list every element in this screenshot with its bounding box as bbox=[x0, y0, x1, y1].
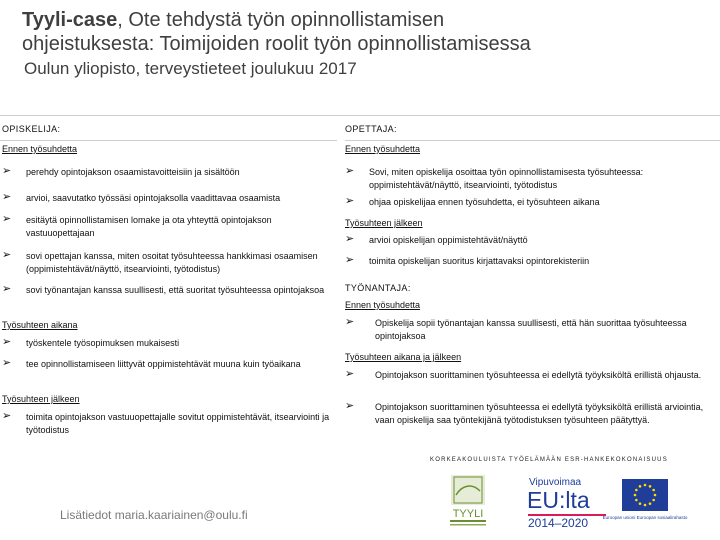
student-before-item: ➢ sovi työnantajan kanssa suullisesti, että suoritat työsuhteessa opintojaksoa bbox=[2, 283, 325, 295]
employer-during-heading: Työsuhteen aikana ja jälkeen bbox=[345, 352, 462, 362]
student-after-item: ➢ toimita opintojakson vastuuopettajalle sovitut oppimistehtävät, itsearviointi ja työtodistus bbox=[2, 410, 330, 435]
eu-star-icon bbox=[635, 499, 638, 502]
teacher-before-item: ➢ ohjaa opiskelijaa ennen työsuhdetta, ei työsuhteen aikana bbox=[345, 195, 600, 207]
arrow-bullet-icon: ➢ bbox=[345, 233, 355, 245]
eu-star-icon bbox=[654, 494, 657, 497]
employer-before-heading: Ennen työsuhdetta bbox=[345, 300, 421, 310]
arrow-bullet-icon: ➢ bbox=[2, 410, 12, 422]
student-during-heading: Työsuhteen aikana bbox=[2, 320, 78, 330]
svg-text:EU:lta: EU:lta bbox=[527, 487, 590, 513]
contact-info: Lisätiedot maria.kaariainen@oulu.fi bbox=[60, 508, 248, 522]
eu-star-icon bbox=[649, 502, 652, 505]
arrow-bullet-icon: ➢ bbox=[2, 165, 12, 177]
arrow-bullet-icon: ➢ bbox=[2, 191, 12, 203]
teacher-before-heading: Ennen työsuhdetta bbox=[345, 144, 421, 154]
arrow-bullet-icon: ➢ bbox=[345, 316, 355, 328]
student-during-item: ➢ tee opinnollistamiseen liittyvät oppimistehtävät muuna kuin työaikana bbox=[2, 357, 301, 369]
eu-star-icon bbox=[649, 485, 652, 488]
student-during-item: ➢ työskentele työsopimuksen mukaisesti bbox=[2, 336, 180, 348]
employer-before-item: ➢ Opiskelija sopii työnantajan kanssa suullisesti, että hän suorittaa työsuhteessa opintojaksoa bbox=[345, 316, 687, 341]
student-role-heading: OPISKELIJA: bbox=[2, 124, 61, 134]
employer-role-heading: TYÖNANTAJA: bbox=[345, 283, 411, 293]
tyyli-logo bbox=[442, 473, 494, 527]
arrow-bullet-icon: ➢ bbox=[345, 254, 355, 266]
teacher-after-item: ➢ toimita opiskelijan suoritus kirjattavaksi opintorekisteriin bbox=[345, 254, 590, 266]
teacher-before-item: ➢ Sovi, miten opiskelija osoittaa työn opinnollistamisesta työsuhteessa: oppimistehtävät/näyttö, itsearviointi, työtodistus bbox=[345, 165, 644, 190]
employer-during-item: ➢ Opintojakson suorittaminen työsuhteessa ei edellytä työyksiköltä erillistä ohjausta. bbox=[345, 368, 702, 380]
teacher-role-heading: OPETTAJA: bbox=[345, 124, 397, 134]
eu-star-icon bbox=[639, 485, 642, 488]
student-before-item: ➢ arvioi, saavutatko työssäsi opintojaksolla vaadittavaa osaamista bbox=[2, 191, 281, 203]
title-block bbox=[22, 8, 712, 80]
student-before-item: ➢ perehdy opintojakson osaamistavoitteisiin ja sisältöön bbox=[2, 165, 240, 177]
eu-star-icon bbox=[644, 504, 647, 507]
eu-star-icon bbox=[644, 484, 647, 487]
eu-star-icon bbox=[639, 502, 642, 505]
teacher-after-heading: Työsuhteen jälkeen bbox=[345, 218, 423, 228]
student-before-item: ➢ esitäytä opinnollistamisen lomake ja ota yhteyttä opintojakson vastuuopettajaan bbox=[2, 213, 272, 238]
page-title bbox=[22, 8, 712, 32]
eu-star-icon bbox=[635, 489, 638, 492]
header-divider bbox=[0, 115, 720, 116]
arrow-bullet-icon: ➢ bbox=[2, 249, 12, 261]
teacher-after-item: ➢ arvioi opiskelijan oppimistehtävät/näyttö bbox=[345, 233, 528, 245]
arrow-bullet-icon: ➢ bbox=[2, 336, 12, 348]
page-title-line2: ohjeistuksesta: Toimijoiden roolit työn opinnollistamisessa bbox=[22, 33, 531, 55]
student-before-heading: Ennen työsuhdetta bbox=[2, 144, 78, 154]
page-subtitle: Oulun yliopisto, terveystieteet joulukuu 2017 bbox=[24, 59, 357, 78]
arrow-bullet-icon: ➢ bbox=[345, 195, 355, 207]
vipuvoimaa-eu-logo bbox=[527, 474, 612, 530]
svg-text:TYYLI: TYYLI bbox=[452, 508, 484, 520]
project-strap-line: KORKEAKOULUISTA TYÖELÄMÄÄN ESR-HANKEKOKONAISUUS bbox=[430, 457, 668, 463]
employer-during-item: ➢ Opintojakson suorittaminen työsuhteessa ei edellytä työyksiköltä erillistä arviointia, vaan opiskelija saa työntekijänä työtodistuksen työsuhteen päätyttyä. bbox=[345, 400, 704, 425]
eu-star-icon bbox=[652, 499, 655, 502]
teacher-employer-column bbox=[345, 121, 717, 427]
arrow-bullet-icon: ➢ bbox=[345, 400, 355, 412]
svg-text:Euroopan unioni Euroopan sosia: Euroopan unioni Euroopan sosiaalirahasto bbox=[602, 515, 688, 520]
arrow-bullet-icon: ➢ bbox=[345, 165, 355, 177]
eu-star-icon bbox=[634, 494, 637, 497]
title-bold: Tyyli-case bbox=[22, 9, 118, 31]
arrow-bullet-icon: ➢ bbox=[2, 357, 12, 369]
arrow-bullet-icon: ➢ bbox=[345, 368, 355, 380]
student-after-heading: Työsuhteen jälkeen bbox=[2, 394, 80, 404]
student-column bbox=[2, 121, 337, 437]
eu-flag-icon bbox=[602, 479, 688, 529]
arrow-bullet-icon: ➢ bbox=[2, 213, 12, 225]
svg-text:Vipuvoimaa: Vipuvoimaa bbox=[529, 477, 582, 488]
student-before-item: ➢ sovi opettajan kanssa, miten osoitat työsuhteessa hankkimasi osaamisen (oppimistehtävät/näyttö, itsearviointi, työtodistus) bbox=[2, 249, 318, 274]
eu-star-icon bbox=[652, 489, 655, 492]
svg-text:2014–2020: 2014–2020 bbox=[528, 516, 589, 530]
title-rest: , Ote tehdystä työn opinnollistamisen bbox=[117, 9, 445, 31]
arrow-bullet-icon: ➢ bbox=[2, 283, 12, 295]
